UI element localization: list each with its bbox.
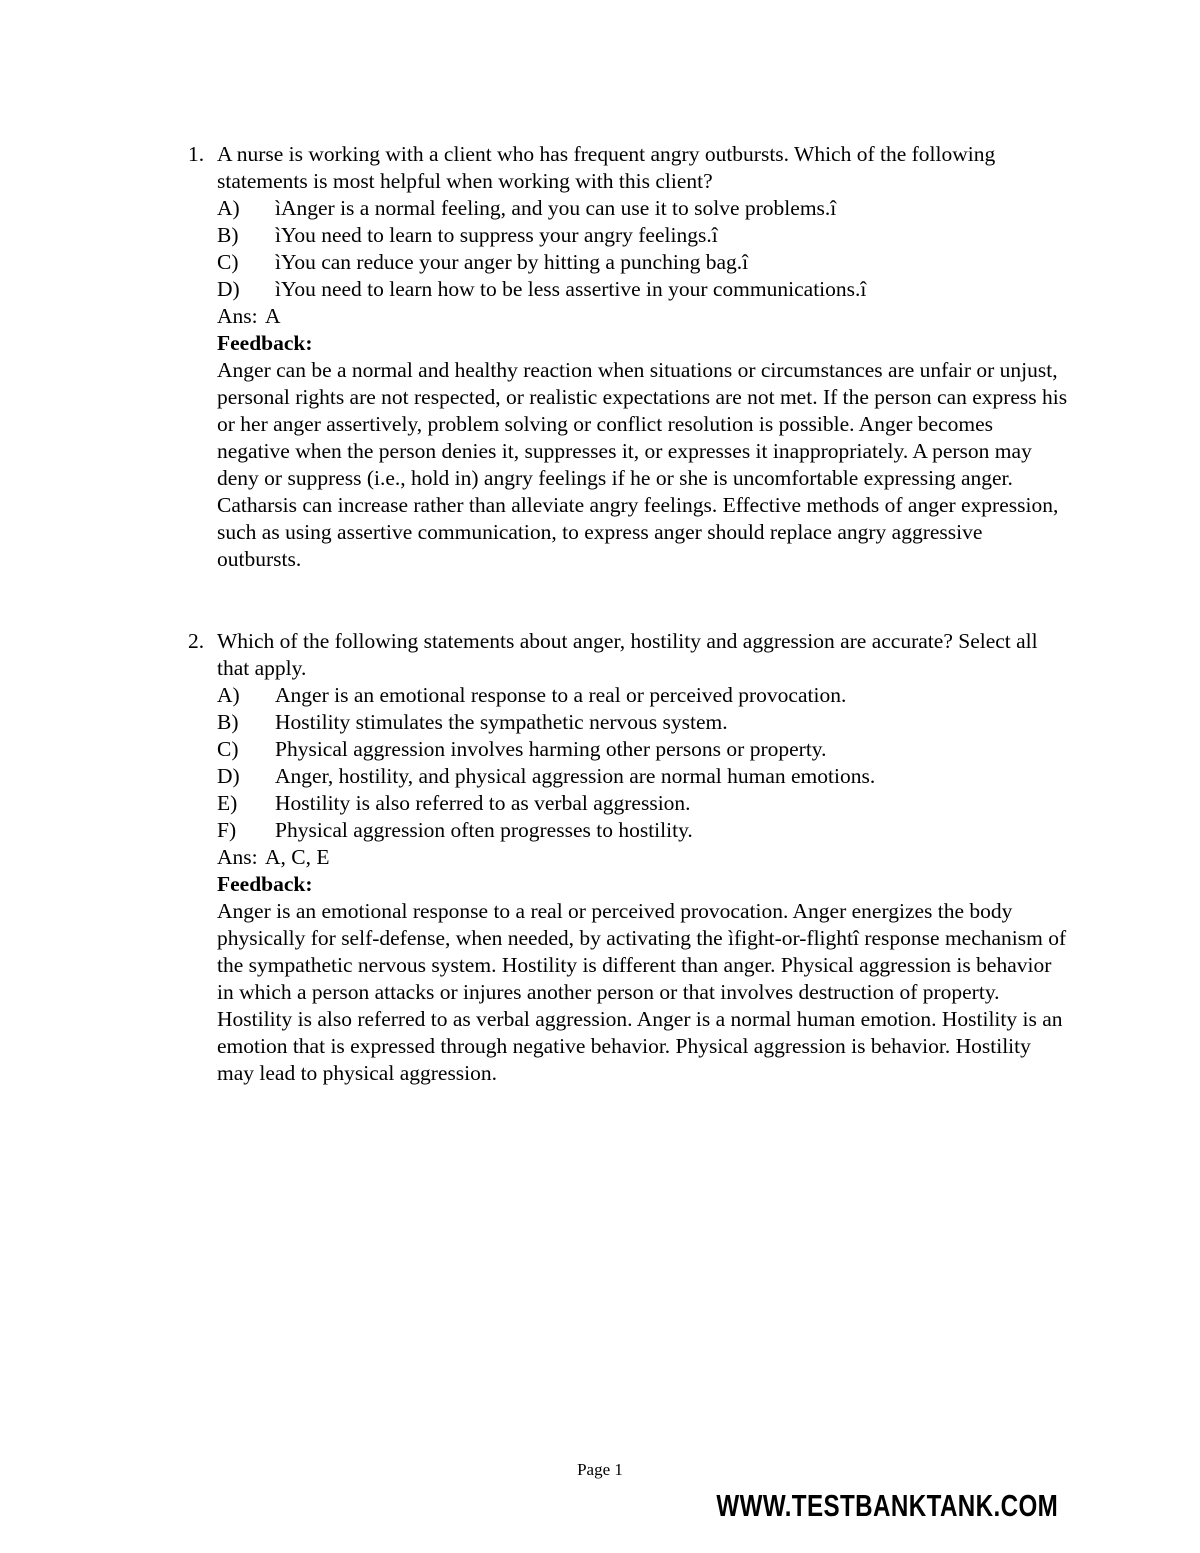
answer-value: A, C, E [265, 845, 330, 869]
option-letter: D) [217, 277, 240, 301]
option-text: Physical aggression often progresses to hostility. [275, 818, 693, 842]
option-letter: B) [217, 223, 239, 247]
answer-label: Ans: [217, 304, 258, 328]
question-1-option-c [217, 249, 1068, 276]
watermark-url: WWW.TESTBANKTANK.COM [716, 1488, 1058, 1523]
question-2-stem: Which of the following statements about anger, hostility and aggression are accurate? Select all that apply. [217, 629, 1038, 680]
option-text: Anger, hostility, and physical aggression are normal human emotions. [275, 764, 876, 788]
answer-label: Ans: [217, 845, 258, 869]
option-text: Anger is an emotional response to a real or perceived provocation. [275, 683, 847, 707]
option-letter: C) [217, 250, 239, 274]
question-2-option-f [217, 817, 1068, 844]
option-text: ìYou need to learn how to be less assertive in your communications.î [275, 277, 867, 301]
option-text: Physical aggression involves harming other persons or property. [275, 737, 827, 761]
question-2-option-b [217, 709, 1068, 736]
question-1-answer [217, 303, 1068, 330]
option-letter: A) [217, 196, 240, 220]
option-letter: C) [217, 737, 239, 761]
answer-value: A [265, 304, 281, 328]
option-text: ìYou need to learn to suppress your angry feelings.î [275, 223, 718, 247]
question-2-feedback-heading: Feedback: [217, 872, 313, 896]
question-2-stem-row [188, 628, 1068, 1087]
question-1 [188, 141, 1068, 573]
question-1-option-b [217, 222, 1068, 249]
question-2-option-c [217, 736, 1068, 763]
question-2-body [217, 628, 1068, 1087]
question-2-feedback: Anger is an emotional response to a real or perceived provocation. Anger energizes the body physically for self-defense, when needed, by activating the ìfight-or-flightî response mechanism of the sympathetic nervous system. Hostility is different than anger. Physical aggression is behavior in which a person attacks or injures another person or that involves destruction of property. Hostility is also referred to as verbal aggression. Anger is a normal human emotion. Hostility is an emotion that is expressed through negative behavior. Physical aggression is behavior. Hostility may lead to physical aggression. [217, 899, 1067, 1085]
option-letter: B) [217, 710, 239, 734]
question-2-option-e [217, 790, 1068, 817]
question-1-feedback: Anger can be a normal and healthy reaction when situations or circumstances are unfair or unjust, personal rights are not respected, or realistic expectations are not met. If the person can express his or her anger assertively, problem solving or conflict resolution is possible. Anger becomes negative when the person denies it, suppresses it, or expresses it inappropriately. A person may deny or suppress (i.e., hold in) angry feelings if he or she is uncomfortable expressing anger. Catharsis can increase rather than alleviate angry feelings. Effective methods of anger expression, such as using assertive communication, to express anger should replace angry aggressive outbursts. [217, 358, 1068, 571]
question-1-stem: A nurse is working with a client who has frequent angry outbursts. Which of the following statements is most helpful when working with this client? [217, 142, 996, 193]
option-text: Hostility is also referred to as verbal aggression. [275, 791, 691, 815]
question-2-number: 2. [188, 629, 205, 653]
question-1-body [217, 141, 1068, 573]
question-2-option-a [217, 682, 1068, 709]
option-letter: F) [217, 818, 237, 842]
option-text: ìAnger is a normal feeling, and you can use it to solve problems.î [275, 196, 837, 220]
option-letter: A) [217, 683, 240, 707]
option-text: ìYou can reduce your anger by hitting a punching bag.î [275, 250, 749, 274]
question-2-answer [217, 844, 1068, 871]
option-letter: E) [217, 791, 238, 815]
question-1-number: 1. [188, 142, 205, 166]
question-1-option-a [217, 195, 1068, 222]
question-1-feedback-heading: Feedback: [217, 331, 313, 355]
question-1-option-d [217, 276, 1068, 303]
question-1-stem-row [188, 141, 1068, 573]
question-2-option-d [217, 763, 1068, 790]
question-2 [188, 628, 1068, 1087]
page-number: Page 1 [577, 1460, 623, 1479]
option-text: Hostility stimulates the sympathetic nervous system. [275, 710, 728, 734]
option-letter: D) [217, 764, 240, 788]
